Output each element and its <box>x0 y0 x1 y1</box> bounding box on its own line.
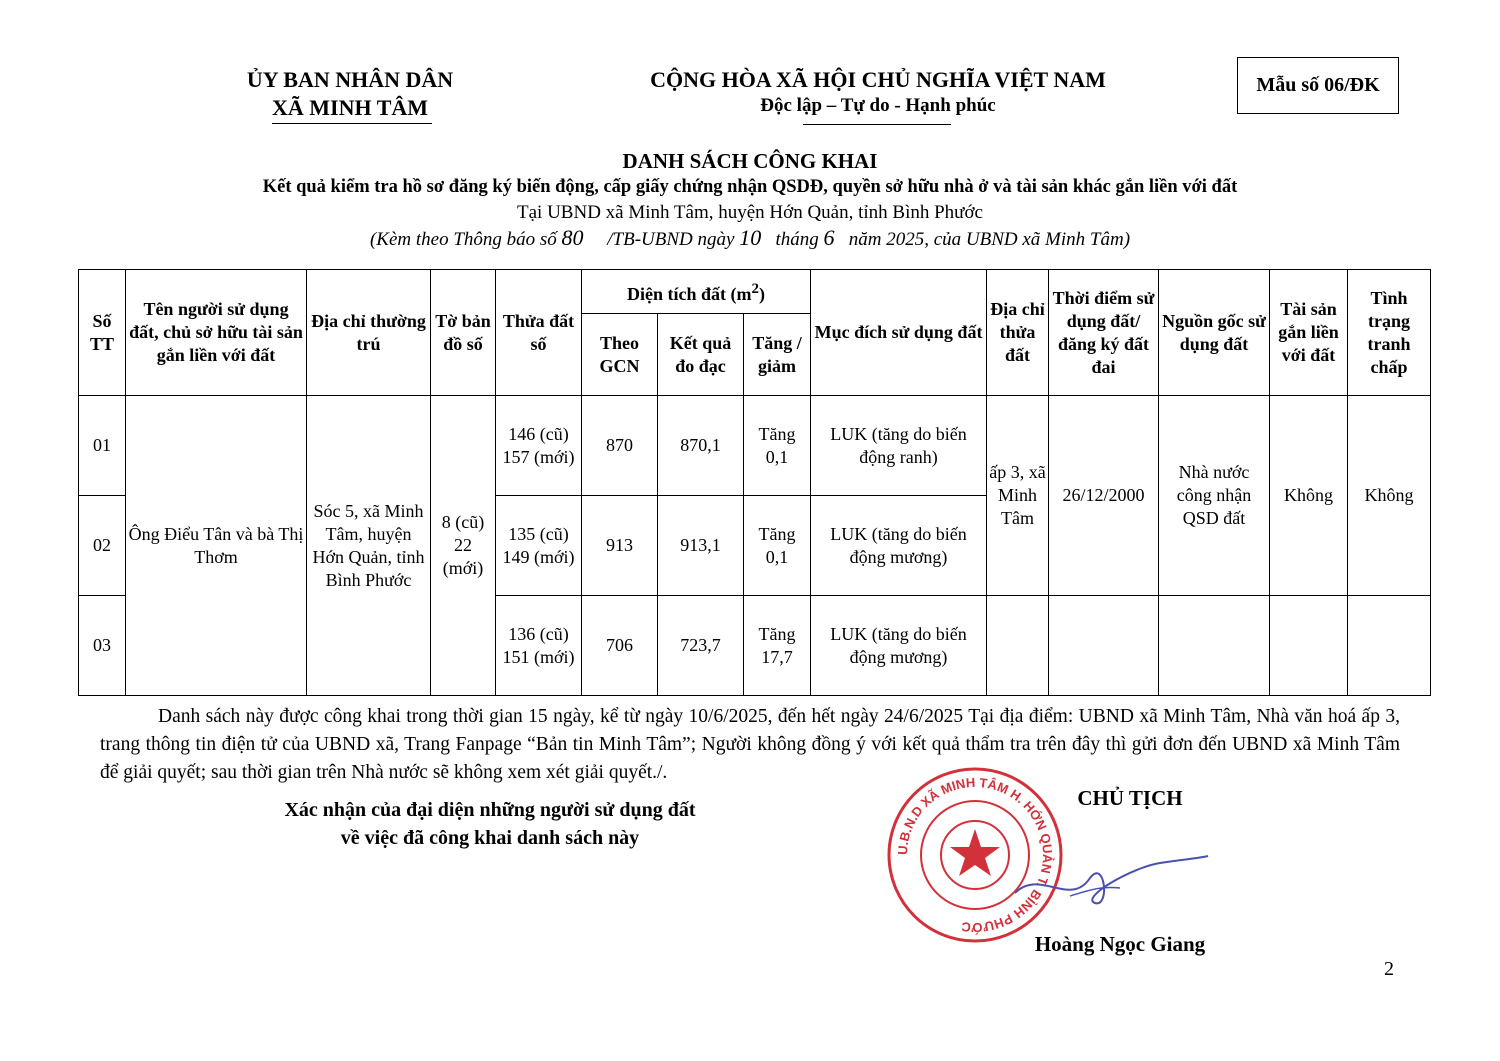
cell-empty <box>987 596 1049 696</box>
notice-paragraph: Danh sách này được công khai trong thời gian 15 ngày, kể từ ngày 10/6/2025, đến hết ngày 24/6/2025 Tại địa điểm: UBND xã Minh Tâm, Nhà văn hoá ấp 3, trang thông tin điện tử của UBND xã, Trang Fanpage “Bản tin Minh Tâm”; Người không đồng ý với kết quả thẩm tra trên đây thì gửi đơn đến UBND xã Minh Tâm để giải quyết; sau thời gian trên Nhà nước sẽ không xem xét giải quyết./. <box>100 706 1400 783</box>
signature-stroke <box>1015 856 1208 903</box>
col-purpose: Mục đích sử dụng đất <box>811 270 987 396</box>
agency-line-1: ỦY BAN NHÂN DÂN <box>246 67 454 92</box>
seal-text-path: U.B.N.D XÃ MINH TÂM H. HỚN QUẢN T. BÌNH PHƯỚC <box>894 774 1056 936</box>
form-code-box <box>1237 57 1399 114</box>
agency-underline <box>272 123 432 124</box>
col-area-survey: Kết quả đo đạc <box>658 314 744 396</box>
cell-stt: 01 <box>79 396 126 496</box>
confirmation-line-2: về việc đã công khai danh sách này <box>340 827 640 849</box>
cell-purpose: LUK (tăng do biến động mương) <box>811 496 987 596</box>
ref-mid: /TB-UBND ngày <box>607 229 735 250</box>
cell-change: Tăng 17,7 <box>744 596 811 696</box>
cell-change: Tăng 0,1 <box>744 396 811 496</box>
ref-month: 6 <box>823 225 835 250</box>
cell-purpose: LUK (tăng do biến động ranh) <box>811 396 987 496</box>
cell-gcn: 870 <box>582 396 658 496</box>
col-area-group <box>582 270 811 314</box>
document-titles <box>100 148 1400 252</box>
ref-prefix: (Kèm theo Thông báo số <box>369 229 557 250</box>
cell-survey: 913,1 <box>658 496 744 596</box>
cell-change: Tăng 0,1 <box>744 496 811 596</box>
cell-use-time: 26/12/2000 <box>1049 396 1159 596</box>
cell-empty <box>1159 596 1270 696</box>
cell-address: Sóc 5, xã Minh Tâm, huyện Hớn Quản, tỉnh Bình Phước <box>307 396 431 696</box>
chairman-title: CHỦ TỊCH <box>1077 786 1183 810</box>
confirmation-line-1: Xác nhận của đại diện những người sử dụng đất <box>284 799 696 821</box>
signature-icon <box>1010 848 1210 918</box>
cell-gcn: 913 <box>582 496 658 596</box>
ref-number: 80 <box>561 225 584 250</box>
col-asset: Tài sản gắn liền với đất <box>1270 270 1348 396</box>
cell-empty <box>1049 596 1159 696</box>
col-origin: Nguồn gốc sử dụng đất <box>1159 270 1270 396</box>
cell-parcel: 135 (cũ) 149 (mới) <box>496 496 582 596</box>
col-use-time: Thời điểm sử dụng đất/đăng ký đất đai <box>1049 270 1159 396</box>
national-header <box>598 66 1158 118</box>
cell-parcel: 146 (cũ) 157 (mới) <box>496 396 582 496</box>
col-dispute: Tình trạng tranh chấp <box>1348 270 1431 396</box>
cell-sheet: 8 (cũ) 22 (mới) <box>431 396 496 696</box>
col-address: Địa chỉ thường trú <box>307 270 431 396</box>
cell-purpose: LUK (tăng do biến động mương) <box>811 596 987 696</box>
seal-star-icon <box>950 829 1000 876</box>
table-row <box>79 396 1431 496</box>
page-number: 2 <box>1384 958 1394 980</box>
cell-origin: Nhà nước công nhận QSD đất <box>1159 396 1270 596</box>
document-location: Tại UBND xã Minh Tâm, huyện Hớn Quản, tỉnh Bình Phước <box>517 202 983 223</box>
motto-underline <box>803 124 951 125</box>
ref-suffix: năm 2025, của UBND xã Minh Tâm) <box>848 229 1131 250</box>
cell-stt: 03 <box>79 596 126 696</box>
area-unit-sup: 2 <box>751 280 760 297</box>
cell-survey: 723,7 <box>658 596 744 696</box>
cell-gcn: 706 <box>582 596 658 696</box>
col-parcel-address: Địa chỉ thửa đất <box>987 270 1049 396</box>
cell-dispute: Không <box>1348 396 1431 596</box>
agency-header <box>200 66 500 122</box>
col-stt: Số TT <box>79 270 126 396</box>
ref-day: 10 <box>739 225 762 250</box>
confirmation-block <box>210 796 770 852</box>
public-list-table <box>78 269 1431 696</box>
cell-empty <box>1270 596 1348 696</box>
col-parcel: Thửa đất số <box>496 270 582 396</box>
col-area-change: Tăng / giảm <box>744 314 811 396</box>
col-owner: Tên người sử dụng đất, chủ sở hữu tài sản gắn liền với đất <box>126 270 307 396</box>
nation-line-1: CỘNG HÒA XÃ HỘI CHỦ NGHĨA VIỆT NAM <box>650 67 1106 92</box>
cell-owner: Ông Điểu Tân và bà Thị Thơm <box>126 396 307 696</box>
cell-parcel-address: ấp 3, xã Minh Tâm <box>987 396 1049 596</box>
nation-motto: Độc lập – Tự do - Hạnh phúc <box>760 95 996 116</box>
form-code: Mẫu số 06/ĐK <box>1256 74 1380 96</box>
area-group-label: Diện tích đất (m <box>627 283 752 304</box>
cell-survey: 870,1 <box>658 396 744 496</box>
signer-name: Hoàng Ngọc Giang <box>1034 932 1206 956</box>
cell-empty <box>1348 596 1431 696</box>
cell-parcel: 136 (cũ) 151 (mới) <box>496 596 582 696</box>
document-title: DANH SÁCH CÔNG KHAI <box>622 149 878 173</box>
document-reference <box>100 225 1400 252</box>
cell-asset: Không <box>1270 396 1348 596</box>
ref-month-label: tháng <box>775 229 819 250</box>
col-area-gcn: Theo GCN <box>582 314 658 396</box>
header-row-1 <box>79 270 1431 314</box>
col-sheet: Tờ bản đồ số <box>431 270 496 396</box>
agency-line-2: XÃ MINH TÂM <box>271 95 429 120</box>
document-subtitle: Kết quả kiểm tra hồ sơ đăng ký biến động, cấp giấy chứng nhận QSDĐ, quyền sở hữu nhà ở và tài sản khác gắn liền với đất <box>262 177 1238 197</box>
cell-stt: 02 <box>79 496 126 596</box>
area-group-close: ) <box>759 283 766 304</box>
